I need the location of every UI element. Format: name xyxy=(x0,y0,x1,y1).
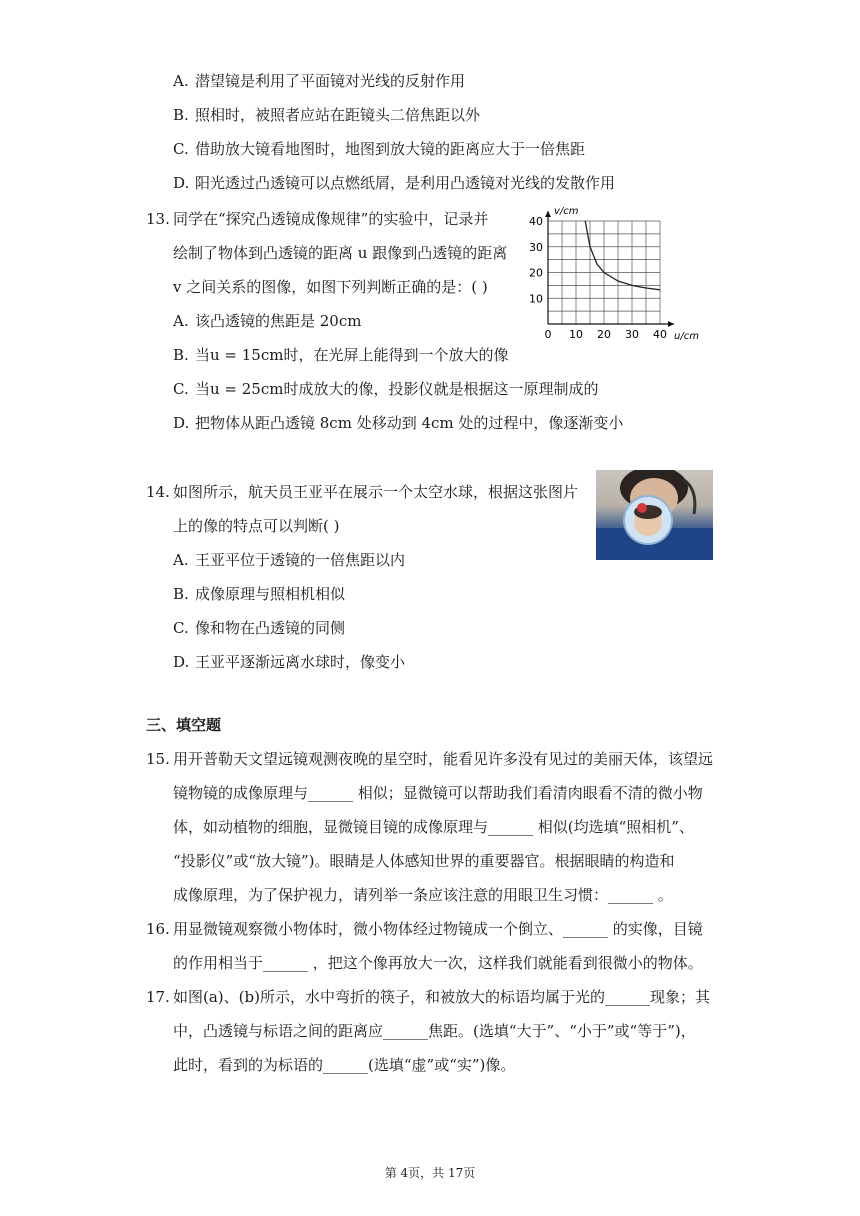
y-tick-label: 40 xyxy=(529,215,543,228)
y-tick-label: 30 xyxy=(529,240,543,254)
q17-line-2: 中，凸透镜与标语之间的距离应______焦距。(选填“大于”、“小于”或“等于”)， xyxy=(173,1022,696,1040)
q12-option-d: D. 阳光透过凸透镜可以点燃纸屑，是利用凸透镜对光线的发散作用 xyxy=(173,174,616,192)
x-axis-arrow xyxy=(668,321,674,327)
chart-axes xyxy=(545,211,674,327)
q16-number: 16. xyxy=(146,920,170,938)
q13-number: 13. xyxy=(146,210,170,228)
q15-line-3: 体，如动植物的细胞，显微镜目镜的成像原理与______ 相似(均选填“照相机”、 xyxy=(173,818,694,836)
x-tick-label: 0 xyxy=(544,328,552,340)
q12-option-b: B. 照相时，被照者应站在距镜头二倍焦距以外 xyxy=(173,106,481,124)
q17-line-1: 如图(a)、(b)所示，水中弯折的筷子，和被放大的标语均属于光的______现象；其 xyxy=(173,988,710,1006)
water-ball-illustration xyxy=(596,470,713,560)
y-tick-label: 10 xyxy=(529,292,543,306)
q16-line-2: 的作用相当于______ ，把这个像再放大一次，这样我们就能看到很微小的物体。 xyxy=(173,954,703,972)
q13-option-c: C. 当u = 25cm时成放大的像，投影仪就是根据这一原理制成的 xyxy=(173,380,599,398)
q13-option-a: A. 该凸透镜的焦距是 20cm xyxy=(173,312,362,330)
q13-option-d: D. 把物体从距凸透镜 8cm 处移动到 4cm 处的过程中，像逐渐变小 xyxy=(173,414,624,432)
q13-uv-chart xyxy=(520,206,710,340)
y-tick-label: 20 xyxy=(529,266,543,280)
water-ball-photo xyxy=(596,470,713,560)
q14-stem-line-1: 如图所示，航天员王亚平在展示一个太空水球，根据这张图片 xyxy=(173,483,579,501)
q17-number: 17. xyxy=(146,988,170,1006)
q16-line-1: 用显微镜观察微小物体时，微小物体经过物镜成一个倒立、______ 的实像，目镜 xyxy=(173,920,703,938)
q14-option-c: C. 像和物在凸透镜的同侧 xyxy=(173,619,346,637)
section-title: 三、填空题 xyxy=(146,716,222,734)
q13-stem-line-3: v 之间关系的图像，如图下列判断正确的是：( ) xyxy=(173,278,488,296)
chart-x-axis-label: u/cm xyxy=(674,331,699,340)
x-tick-label: 30 xyxy=(625,328,639,340)
q14-option-d: D. 王亚平逐渐远离水球时，像变小 xyxy=(173,653,406,671)
q15-number: 15. xyxy=(146,750,170,768)
q15-line-1: 用开普勒天文望远镜观测夜晚的星空时，能看见许多没有见过的美丽天体，该望远 xyxy=(173,750,714,768)
x-tick-label: 10 xyxy=(569,328,583,340)
y-axis-arrow xyxy=(545,211,551,217)
q13-stem-line-2: 绘制了物体到凸透镜的距离 u 跟像到凸透镜的距离 xyxy=(173,244,508,262)
q14-number: 14. xyxy=(146,483,170,501)
ball-highlight-red xyxy=(637,503,647,513)
q12-option-c: C. 借助放大镜看地图时，地图到放大镜的距离应大于一倍焦距 xyxy=(173,140,586,158)
chart-y-axis-label: v/cm xyxy=(554,206,579,217)
q15-line-2: 镜物镜的成像原理与______ 相似；显微镜可以帮助我们看清肉眼看不清的微小物 xyxy=(173,784,703,802)
q12-option-a: A. 潜望镜是利用了平面镜对光线的反射作用 xyxy=(173,72,466,90)
q13-stem-line-1: 同学在“探究凸透镜成像规律”的实验中，记录并 xyxy=(173,210,489,228)
x-tick-label: 20 xyxy=(597,328,611,340)
q14-option-b: B. 成像原理与照相机相似 xyxy=(173,585,346,603)
x-tick-label: 40 xyxy=(653,328,667,340)
q15-line-4: “投影仪”或“放大镜”)。眼睛是人体感知世界的重要器官。根据眼睛的构造和 xyxy=(173,852,675,870)
chart-series-line xyxy=(585,221,660,290)
q15-line-5: 成像原理，为了保护视力，请列举一条应该注意的用眼卫生习惯：______ 。 xyxy=(173,886,673,904)
q17-line-3: 此时，看到的为标语的______(选填“虚”或“实”)像。 xyxy=(173,1056,516,1074)
q14-option-a: A. 王亚平位于透镜的一倍焦距以内 xyxy=(173,551,406,569)
q14-stem-line-2: 上的像的特点可以判断( ) xyxy=(173,517,340,535)
q13-option-b: B. 当u = 15cm时，在光屏上能得到一个放大的像 xyxy=(173,346,509,364)
page-footer: 第 4页，共 17页 xyxy=(384,1166,476,1180)
